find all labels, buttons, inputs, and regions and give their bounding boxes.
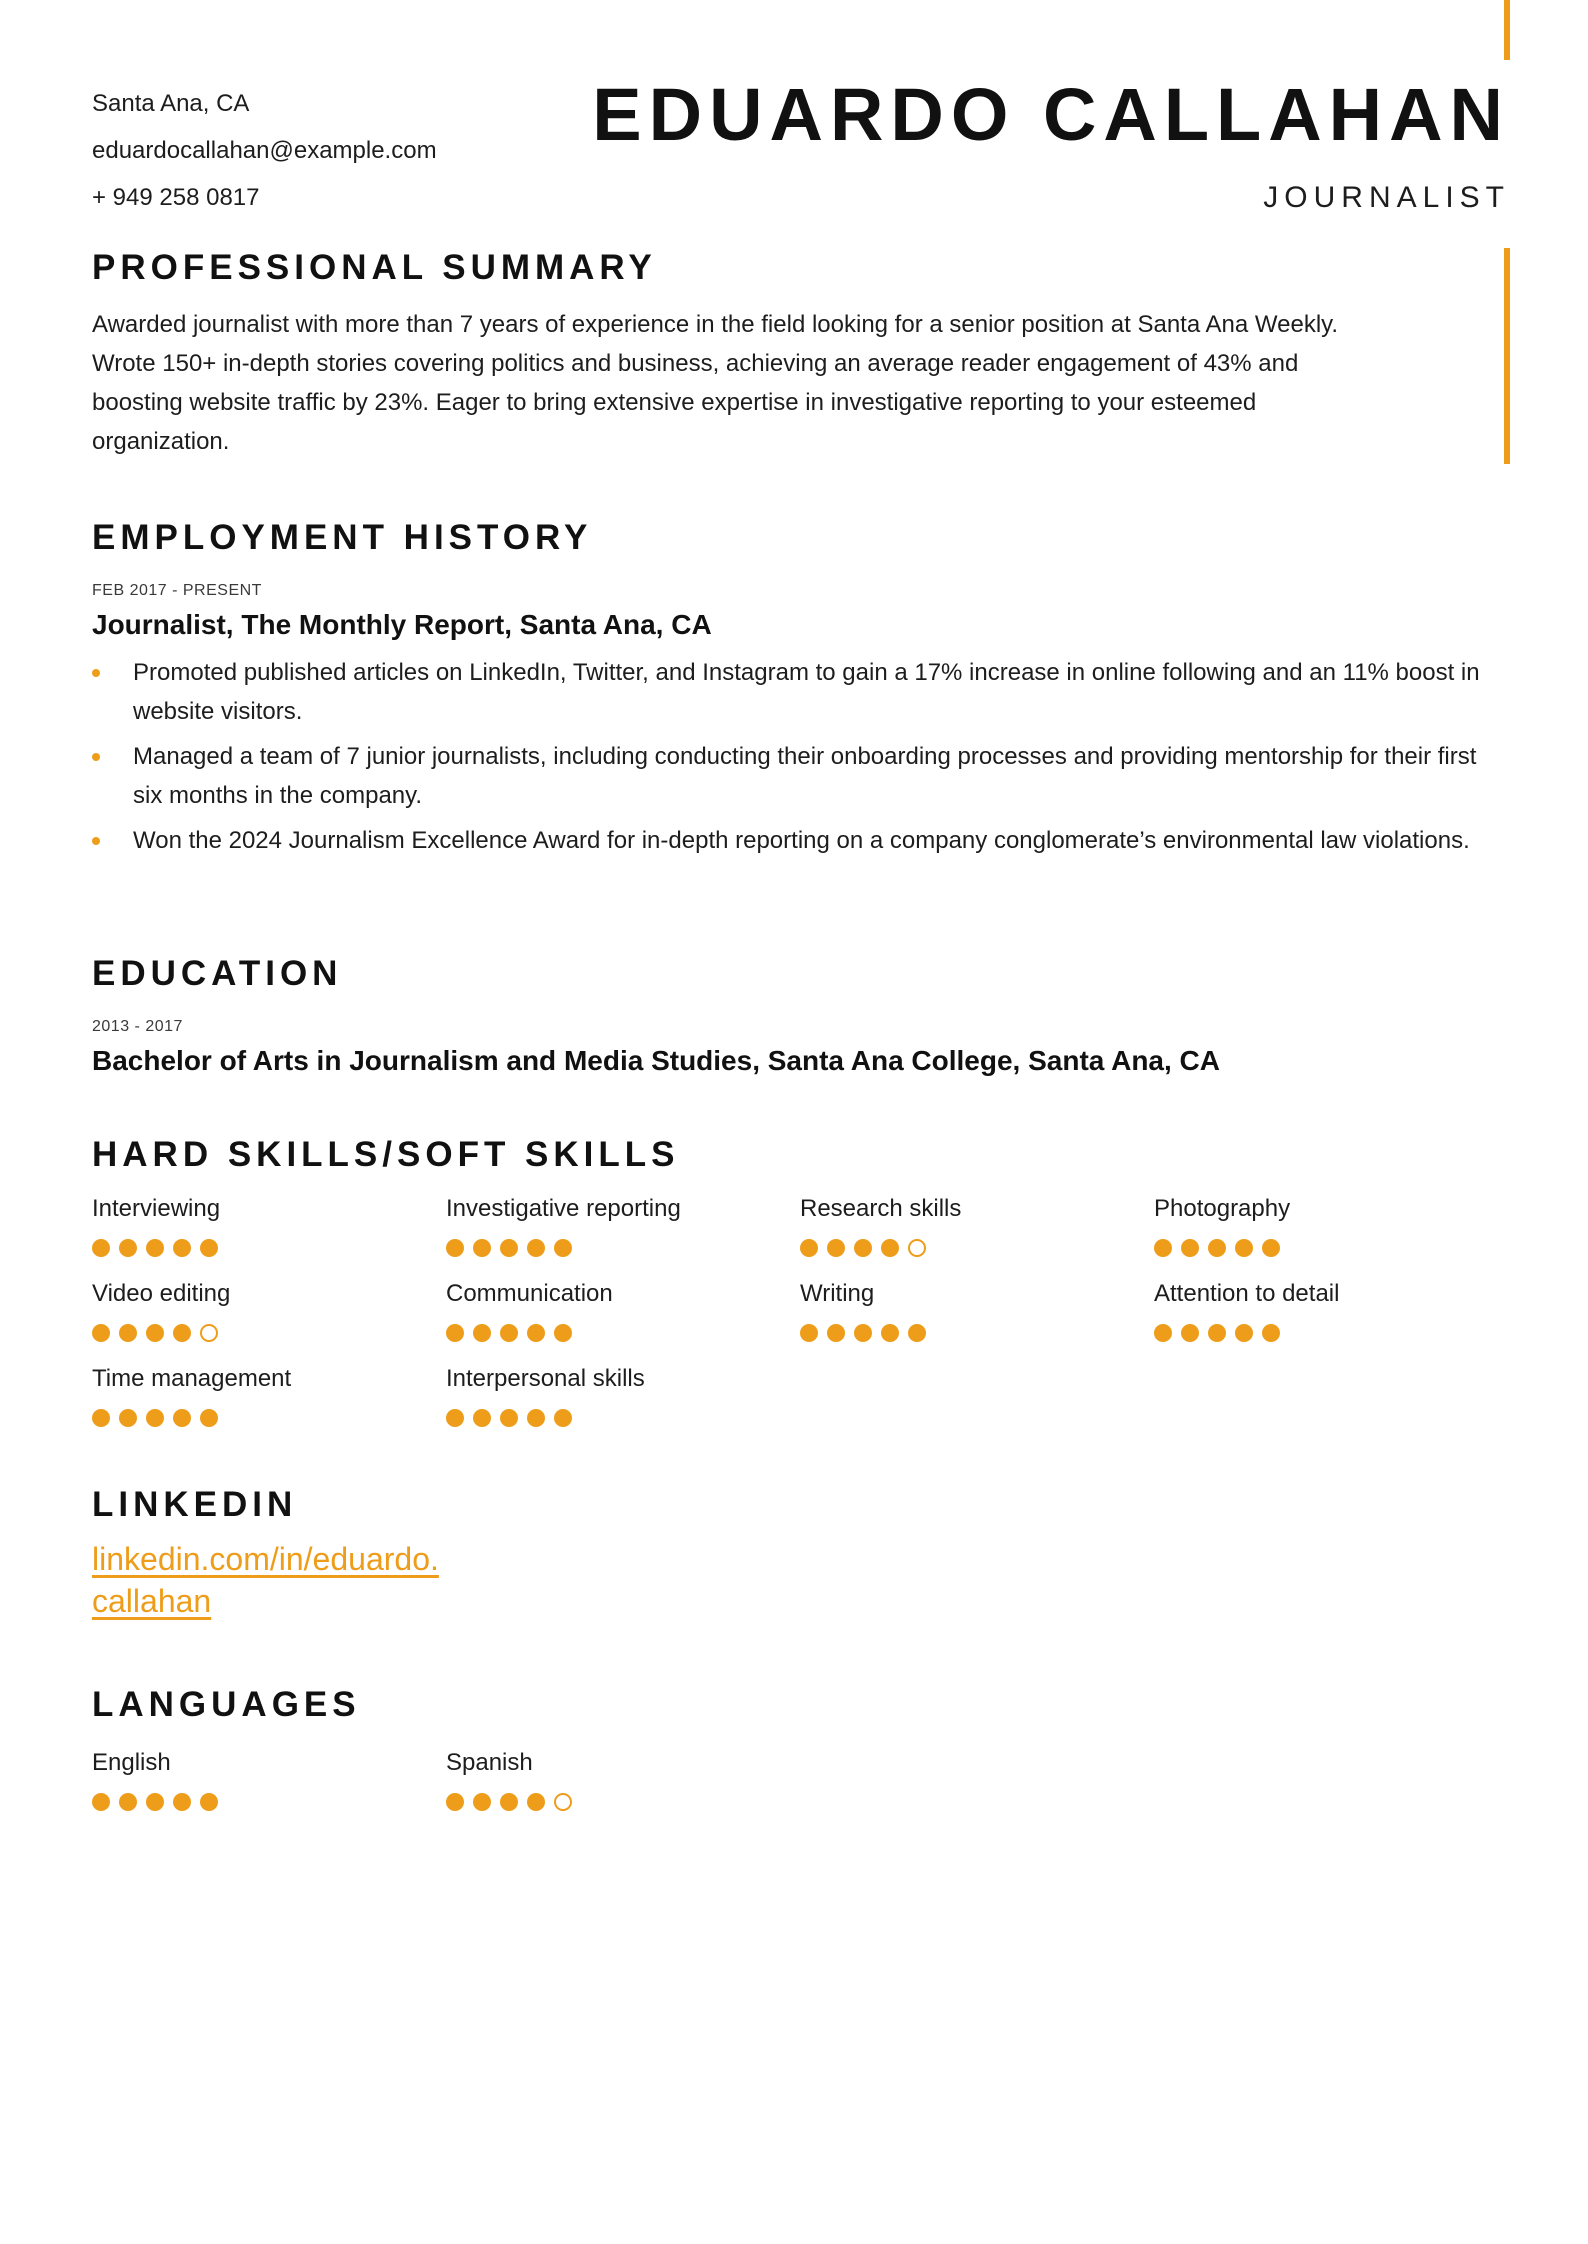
accent-bar-side [1504, 248, 1510, 464]
skill-rating [446, 1239, 786, 1257]
rating-dot-filled [446, 1239, 464, 1257]
rating-dot-filled [500, 1324, 518, 1342]
rating-dot-filled [527, 1324, 545, 1342]
skill-name: Writing [800, 1280, 875, 1307]
rating-dot-filled [1235, 1239, 1253, 1257]
job-bullet-text: Promoted published articles on LinkedIn, Twitter, and Instagram to gain a 17% increase in online following and an 11% boost in website visitors. [133, 659, 1480, 725]
skill-name: Investigative reporting [446, 1195, 681, 1222]
candidate-name: EDUARDO CALLAHAN [592, 73, 1510, 156]
skill-rating [92, 1324, 432, 1342]
education-heading: EDUCATION [92, 954, 343, 993]
rating-dot-filled [200, 1239, 218, 1257]
rating-dot-filled [92, 1409, 110, 1427]
rating-dot-filled [146, 1239, 164, 1257]
skills-heading: HARD SKILLS/SOFT SKILLS [92, 1135, 680, 1174]
rating-dot-filled [527, 1793, 545, 1811]
rating-dot-filled [554, 1324, 572, 1342]
rating-dot-filled [1154, 1239, 1172, 1257]
rating-dot-filled [500, 1409, 518, 1427]
rating-dot-empty [908, 1239, 926, 1257]
skill-item [800, 1278, 1140, 1342]
rating-dot-filled [200, 1409, 218, 1427]
rating-dot-filled [146, 1793, 164, 1811]
skill-rating [800, 1324, 1140, 1342]
rating-dot-filled [500, 1239, 518, 1257]
skill-item [446, 1193, 786, 1257]
employment-heading: EMPLOYMENT HISTORY [92, 518, 593, 557]
bullet-dot [92, 753, 100, 761]
skill-rating [800, 1239, 1140, 1257]
rating-dot-filled [173, 1324, 191, 1342]
job-bullet [92, 737, 1512, 815]
skill-name: Attention to detail [1154, 1280, 1340, 1307]
skill-item [1154, 1278, 1494, 1342]
language-name: English [92, 1749, 171, 1776]
contact-email: eduardocallahan@example.com [92, 137, 437, 164]
job-bullet-text: Won the 2024 Journalism Excellence Award for in-depth reporting on a company conglomerate’s environmental law violations. [133, 827, 1470, 854]
summary-heading: PROFESSIONAL SUMMARY [92, 248, 657, 287]
skill-rating [446, 1324, 786, 1342]
job-bullets [92, 653, 1512, 866]
rating-dot-filled [173, 1793, 191, 1811]
rating-dot-filled [527, 1409, 545, 1427]
contact-info [92, 80, 437, 221]
skill-item [92, 1193, 432, 1257]
job-bullet-text: Managed a team of 7 junior journalists, including conducting their onboarding processes and providing mentorship for their first six months in the company. [133, 743, 1477, 809]
contact-location: Santa Ana, CA [92, 90, 250, 117]
rating-dot-filled [119, 1324, 137, 1342]
skill-name: Interpersonal skills [446, 1365, 645, 1392]
rating-dot-filled [854, 1239, 872, 1257]
rating-dot-filled [473, 1324, 491, 1342]
education-dates: 2013 - 2017 [92, 1018, 183, 1035]
rating-dot-filled [500, 1793, 518, 1811]
skill-rating [1154, 1324, 1494, 1342]
accent-bar-top [1504, 0, 1510, 60]
rating-dot-filled [1208, 1239, 1226, 1257]
rating-dot-filled [173, 1239, 191, 1257]
job-bullet [92, 653, 1512, 731]
skill-item [92, 1363, 432, 1427]
job-dates: FEB 2017 - PRESENT [92, 582, 262, 599]
rating-dot-filled [200, 1793, 218, 1811]
skill-item [1154, 1193, 1494, 1257]
skill-name: Time management [92, 1365, 292, 1392]
job-bullet [92, 821, 1512, 860]
rating-dot-filled [800, 1239, 818, 1257]
language-rating [446, 1793, 786, 1811]
skill-rating [92, 1239, 432, 1257]
rating-dot-filled [1262, 1324, 1280, 1342]
rating-dot-empty [200, 1324, 218, 1342]
rating-dot-filled [800, 1324, 818, 1342]
rating-dot-filled [527, 1239, 545, 1257]
rating-dot-filled [1262, 1239, 1280, 1257]
rating-dot-empty [554, 1793, 572, 1811]
rating-dot-filled [827, 1239, 845, 1257]
bullet-dot [92, 837, 100, 845]
rating-dot-filled [1181, 1324, 1199, 1342]
rating-dot-filled [881, 1324, 899, 1342]
bullet-dot [92, 669, 100, 677]
skill-name: Photography [1154, 1195, 1291, 1222]
rating-dot-filled [827, 1324, 845, 1342]
rating-dot-filled [554, 1409, 572, 1427]
rating-dot-filled [854, 1324, 872, 1342]
language-name: Spanish [446, 1749, 533, 1776]
rating-dot-filled [146, 1409, 164, 1427]
languages-heading: LANGUAGES [92, 1685, 361, 1724]
skill-rating [92, 1409, 432, 1427]
education-degree: Bachelor of Arts in Journalism and Media Studies, Santa Ana College, Santa Ana, CA [92, 1045, 1220, 1076]
rating-dot-filled [881, 1239, 899, 1257]
rating-dot-filled [92, 1324, 110, 1342]
skill-rating [1154, 1239, 1494, 1257]
rating-dot-filled [473, 1409, 491, 1427]
language-rating [92, 1793, 432, 1811]
skill-rating [446, 1409, 786, 1427]
skill-name: Video editing [92, 1280, 231, 1307]
rating-dot-filled [119, 1239, 137, 1257]
linkedin-heading: LINKEDIN [92, 1485, 298, 1524]
rating-dot-filled [473, 1239, 491, 1257]
rating-dot-filled [92, 1239, 110, 1257]
rating-dot-filled [446, 1409, 464, 1427]
rating-dot-filled [446, 1793, 464, 1811]
skill-name: Research skills [800, 1195, 962, 1222]
rating-dot-filled [1235, 1324, 1253, 1342]
rating-dot-filled [173, 1409, 191, 1427]
rating-dot-filled [92, 1793, 110, 1811]
rating-dot-filled [1208, 1324, 1226, 1342]
skill-name: Interviewing [92, 1195, 221, 1222]
linkedin-link[interactable]: linkedin.com/in/eduardo.callahan [92, 1541, 439, 1619]
rating-dot-filled [446, 1324, 464, 1342]
job-title: Journalist, The Monthly Report, Santa Ana, CA [92, 609, 712, 640]
skill-item [92, 1278, 432, 1342]
rating-dot-filled [1154, 1324, 1172, 1342]
language-item [446, 1747, 786, 1811]
candidate-title: JOURNALIST [1263, 181, 1510, 214]
rating-dot-filled [1181, 1239, 1199, 1257]
skill-item [446, 1278, 786, 1342]
rating-dot-filled [908, 1324, 926, 1342]
rating-dot-filled [146, 1324, 164, 1342]
language-item [92, 1747, 432, 1811]
skill-name: Communication [446, 1280, 613, 1307]
skill-item [800, 1193, 1140, 1257]
rating-dot-filled [119, 1409, 137, 1427]
contact-phone: + 949 258 0817 [92, 184, 260, 211]
rating-dot-filled [119, 1793, 137, 1811]
skill-item [446, 1363, 786, 1427]
summary-text: Awarded journalist with more than 7 years of experience in the field looking for a senior position at Santa Ana Weekly. Wrote 150+ in-depth stories covering politics and business, achieving an average reader engagement of 43% and boosting website traffic by 23%. Eager to bring extensive expertise in investigative reporting to your esteemed organization. [92, 311, 1339, 455]
rating-dot-filled [554, 1239, 572, 1257]
rating-dot-filled [473, 1793, 491, 1811]
